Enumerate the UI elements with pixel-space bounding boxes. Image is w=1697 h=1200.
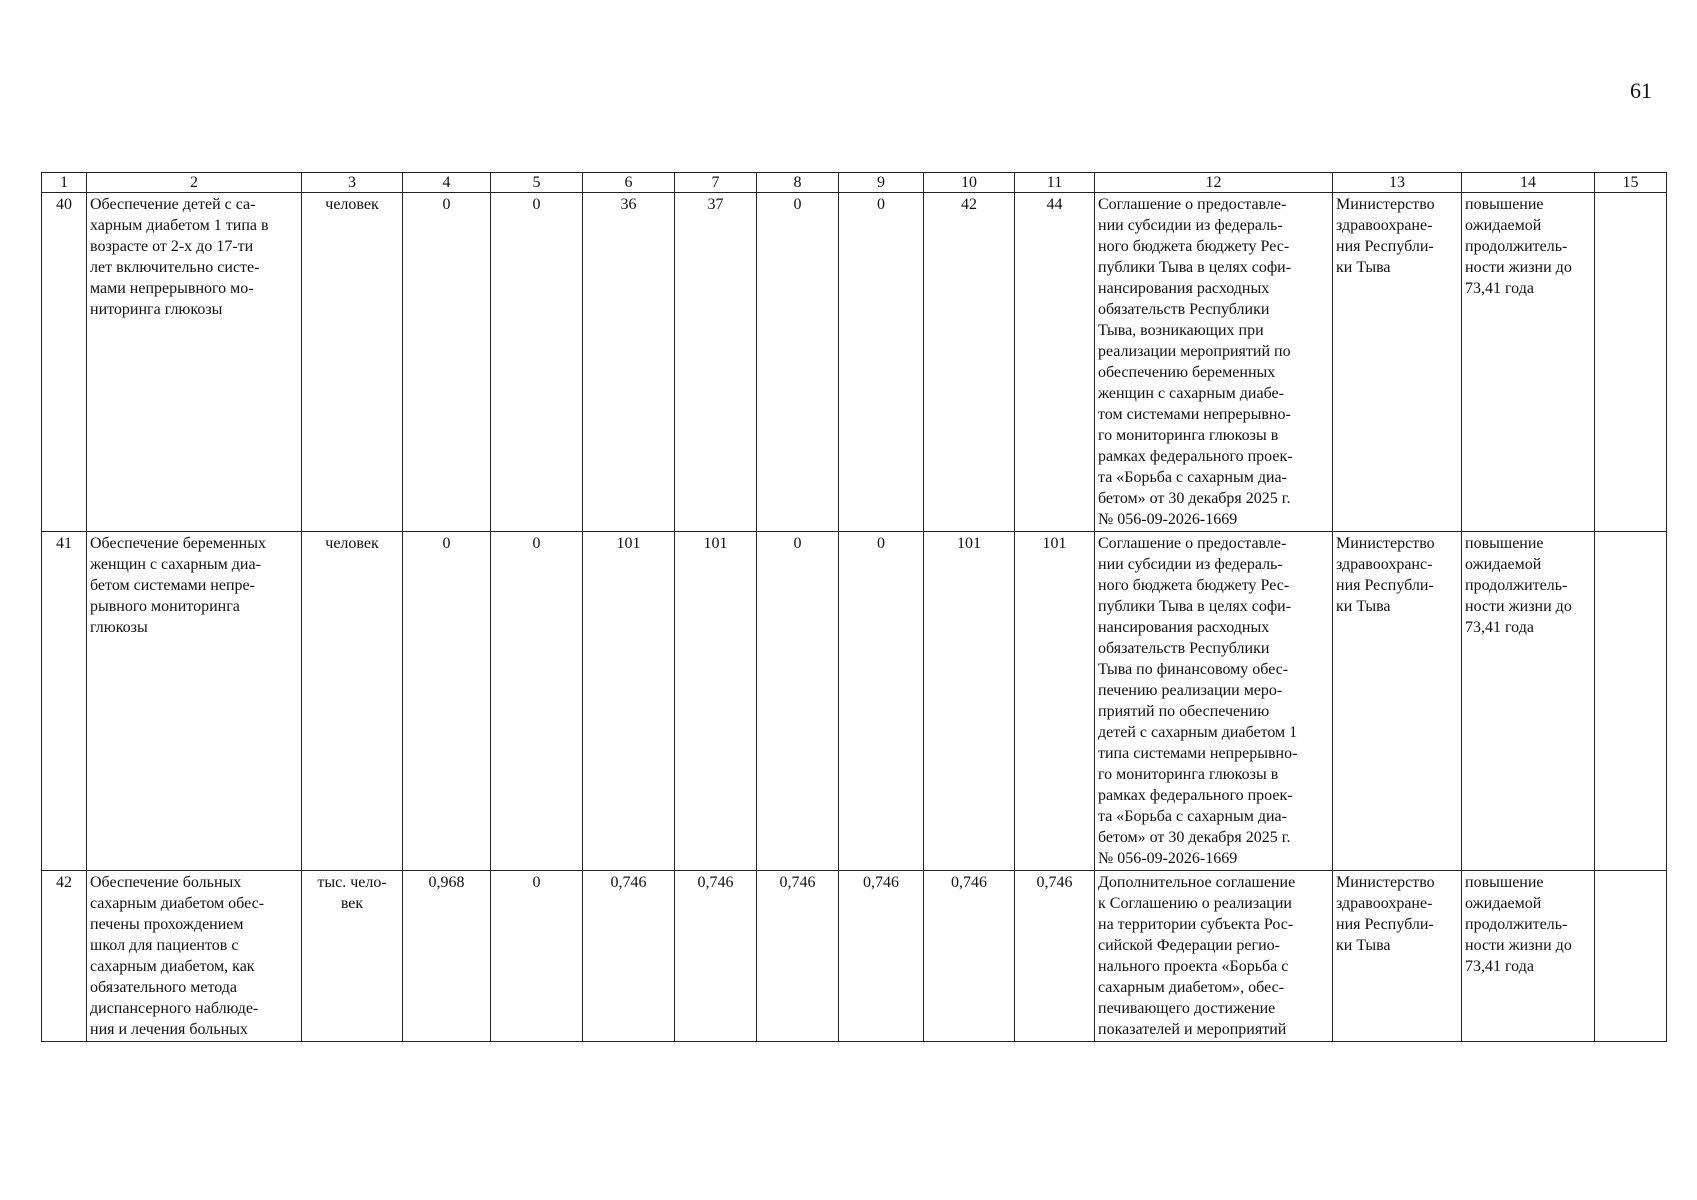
unit: человек: [302, 193, 403, 532]
indicators-table: [41, 172, 1667, 1042]
value-col7: 37: [675, 193, 757, 532]
value-col8: 0,746: [757, 871, 839, 1042]
expected-result: повышение ожидаемой продолжитель- ности жизни до 73,41 года: [1462, 532, 1595, 871]
value-col7: 0,746: [675, 871, 757, 1042]
row-number: 42: [42, 871, 87, 1042]
header-cell: 13: [1333, 173, 1462, 193]
value-col11: 44: [1015, 193, 1095, 532]
expected-result: повышение ожидаемой продолжитель- ности жизни до 73,41 года: [1462, 871, 1595, 1042]
header-cell: 1: [42, 173, 87, 193]
value-col8: 0: [757, 532, 839, 871]
expected-result: повышение ожидаемой продолжитель- ности жизни до 73,41 года: [1462, 193, 1595, 532]
col15-cell: [1595, 193, 1667, 532]
col15-cell: [1595, 871, 1667, 1042]
header-cell: 3: [302, 173, 403, 193]
header-cell: 8: [757, 173, 839, 193]
responsible-body: Министерство здравоохране- ния Республи- ки Тыва: [1333, 193, 1462, 532]
value-col6: 0,746: [583, 871, 675, 1042]
header-cell: 12: [1095, 173, 1333, 193]
value-col10: 0,746: [924, 871, 1015, 1042]
value-col4: 0,968: [403, 871, 491, 1042]
value-col11: 0,746: [1015, 871, 1095, 1042]
row-number: 41: [42, 532, 87, 871]
header-cell: 6: [583, 173, 675, 193]
header-cell: 10: [924, 173, 1015, 193]
header-row: [42, 173, 1667, 193]
row-number: 40: [42, 193, 87, 532]
indicator-name: Обеспечение детей с са- харным диабетом 1 типа в возрасте от 2-х до 17-ти лет включительно систе- мами непрерывного мо- ниторинга глюкозы: [87, 193, 302, 532]
header-cell: 15: [1595, 173, 1667, 193]
value-col9: 0,746: [839, 871, 924, 1042]
value-col5: 0: [491, 193, 583, 532]
header-cell: 14: [1462, 173, 1595, 193]
value-col4: 0: [403, 193, 491, 532]
table-row: [42, 532, 1667, 871]
header-cell: 7: [675, 173, 757, 193]
value-col6: 36: [583, 193, 675, 532]
document-reference: Соглашение о предоставле- нии субсидии из федераль- ного бюджета бюджету Рес- публики Тыва в целях софи- нансирования расходных обязательств Республики Тыва по финансовому обес- печению реализации меро- приятий по обеспечению детей с сахарным диабетом 1 типа системами непрерывно- го мониторинга глюкозы в рамках федерального проек- та «Борьба с сахарным диа- бетом» от 30 декабря 2025 г. № 056-09-2026-1669: [1095, 532, 1333, 871]
page-number: 61: [1630, 78, 1652, 103]
table-row: [42, 193, 1667, 532]
header-cell: 11: [1015, 173, 1095, 193]
unit: тыс. чело- век: [302, 871, 403, 1042]
value-col11: 101: [1015, 532, 1095, 871]
value-col6: 101: [583, 532, 675, 871]
value-col5: 0: [491, 871, 583, 1042]
header-cell: 5: [491, 173, 583, 193]
value-col4: 0: [403, 532, 491, 871]
col15-cell: [1595, 532, 1667, 871]
value-col10: 101: [924, 532, 1015, 871]
responsible-body: Министерство здравоохранс- ния Республи- ки Тыва: [1333, 532, 1462, 871]
value-col10: 42: [924, 193, 1015, 532]
header-cell: 9: [839, 173, 924, 193]
value-col8: 0: [757, 193, 839, 532]
header-cell: 2: [87, 173, 302, 193]
document-reference: Дополнительное соглашение к Соглашению о реализации на территории субъекта Рос- сийской Федерации регио- нального проекта «Борьба с сахарным диабетом», обес- печивающего достижение показателей и мероприятий: [1095, 871, 1333, 1042]
value-col7: 101: [675, 532, 757, 871]
value-col5: 0: [491, 532, 583, 871]
indicator-name: Обеспечение беременных женщин с сахарным диа- бетом системами непре- рывного мониторинга глюкозы: [87, 532, 302, 871]
responsible-body: Министерство здравоохране- ния Республи- ки Тыва: [1333, 871, 1462, 1042]
table-row: [42, 871, 1667, 1042]
value-col9: 0: [839, 532, 924, 871]
header-cell: 4: [403, 173, 491, 193]
indicator-name: Обеспечение больных сахарным диабетом обес- печены прохождением школ для пациентов с сахарным диабетом, как обязательного метода диспансерного наблюде- ния и лечения больных: [87, 871, 302, 1042]
document-reference: Соглашение о предоставле- нии субсидии из федераль- ного бюджета бюджету Рес- публики Тыва в целях софи- нансирования расходных обязательств Республики Тыва, возникающих при реализации мероприятий по обеспечению беременных женщин с сахарным диабе- том системами непрерывно- го мониторинга глюкозы в рамках федерального проек- та «Борьба с сахарным диа- бетом» от 30 декабря 2025 г. № 056-09-2026-1669: [1095, 193, 1333, 532]
value-col9: 0: [839, 193, 924, 532]
unit: человек: [302, 532, 403, 871]
